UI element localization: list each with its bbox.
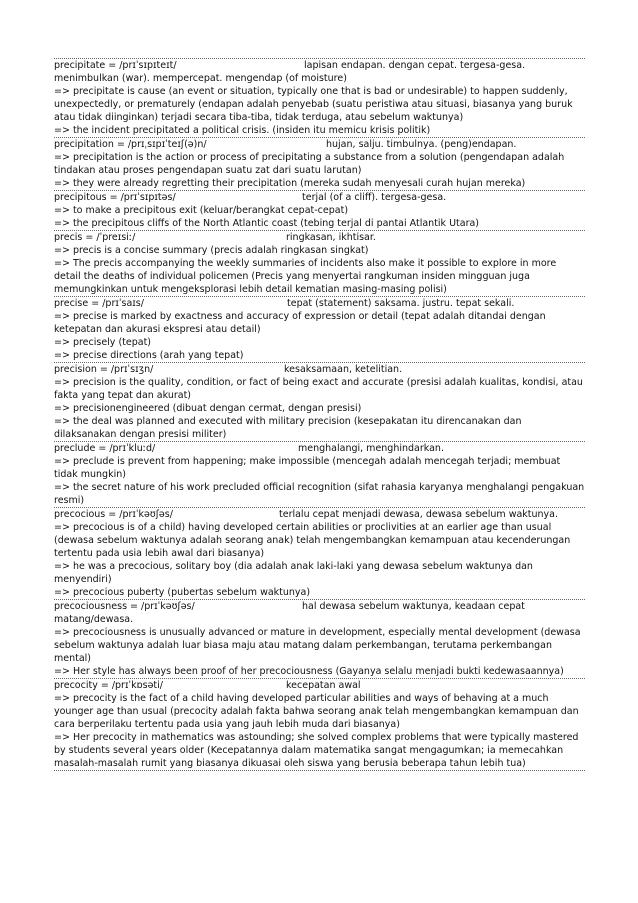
short-definition: kesaksamaan, ketelitian. xyxy=(284,364,403,375)
headword: precipitate = /prɪˈsɪpɪteɪt/ xyxy=(54,60,177,71)
entry-precipitation xyxy=(54,137,585,190)
entry-precocious xyxy=(54,507,585,599)
entry-precocity xyxy=(54,678,585,771)
short-definition: terjal (of a cliff). tergesa-gesa. xyxy=(302,192,447,203)
short-definition: menghalangi, menghindarkan. xyxy=(298,443,444,454)
headword: precocity = /prɪˈkɒsəti/ xyxy=(54,680,163,691)
definition-continuation: matang/dewasa. xyxy=(54,614,134,625)
example-line: => Her precocity in mathematics was astounding; she solved complex problems that were typically mastered by students several years older (Kecepatannya dalam matematika sangat mengagumkan; ia memecahkan masalah-masalah rumit yang biasanya dikuasai oleh siswa yang berusia beberapa tahun lebih tua) xyxy=(54,732,579,769)
example-line: => precocious is of a child) having developed certain abilities or proclivities at an earlier age than usual (dewasa sebelum waktunya adalah seorang anak) telah mengembangkan kemampuan atau kecenderungan tertentu pada usia lebih awal dari biasanya) xyxy=(54,522,571,559)
headword-row xyxy=(54,442,585,455)
example-line: => precociousness is unusually advanced or mature in development, especially mental development (dewasa sebelum waktunya adalah luar biasa maju atau matang dalam perkembangan, terutama perkembangan mental) xyxy=(54,627,581,664)
example-line: => precise directions (arah yang tepat) xyxy=(54,350,244,361)
headword-row xyxy=(54,59,585,72)
headword: precis = /ˈpreɪsiː/ xyxy=(54,232,136,243)
example-line: => precipitation is the action or process of precipitating a substance from a solution (pengendapan adalah tindakan atau proses pengendapan suatu zat dari suatu larutan) xyxy=(54,152,565,176)
entry-precise xyxy=(54,296,585,362)
entry-precipitate xyxy=(54,58,585,137)
example-line: => Her style has always been proof of her precociousness (Gayanya selalu menjadi bukti kedewasaannya) xyxy=(54,666,564,677)
example-line: => the secret nature of his work precluded official recognition (sifat rahasia karyanya menghalangi pengakuan resmi) xyxy=(54,482,585,506)
headword: precipitous = /prɪˈsɪpɪtəs/ xyxy=(54,192,176,203)
definition-continuation: menimbulkan (war). mempercepat. mengendap (of moisture) xyxy=(54,73,347,84)
short-definition: kecepatan awal xyxy=(286,680,361,691)
example-line: => precis is a concise summary (precis adalah ringkasan singkat) xyxy=(54,245,369,256)
example-line: => they were already regretting their precipitation (mereka sudah menyesali curah hujan mereka) xyxy=(54,178,526,189)
example-line: => the deal was planned and executed with military precision (kesepakatan itu direncanakan dan dilaksanakan dengan presisi militer) xyxy=(54,416,522,440)
example-line: => precise is marked by exactness and accuracy of expression or detail (tepat adalah ditandai dengan ketepatan dan akurasi ekspresi atau detail) xyxy=(54,311,546,335)
short-definition: hujan, salju. timbulnya. (peng)endapan. xyxy=(326,139,517,150)
example-line: => The precis accompanying the weekly summaries of incidents also make it possible to explore in more detail the deaths of individual policemen (Precis yang menyertai rangkuman insiden mingguan juga memungkinkan untuk mengeksplorasi lebih detail kematian masing-masing polisi) xyxy=(54,258,557,295)
headword: precision = /prɪˈsɪʒn/ xyxy=(54,364,154,375)
headword-row xyxy=(54,508,585,521)
example-line: => preclude is prevent from happening; make impossible (mencegah adalah mencegah terjadi; membuat tidak mungkin) xyxy=(54,456,561,480)
headword-row xyxy=(54,297,585,310)
entry-precipitous xyxy=(54,190,585,230)
headword: precipitation = /prɪˌsɪpɪˈteɪʃ(ə)n/ xyxy=(54,139,207,150)
example-line: => precocious puberty (pubertas sebelum waktunya) xyxy=(54,587,311,598)
example-line: => precisely (tepat) xyxy=(54,337,152,348)
headword-row xyxy=(54,600,585,613)
headword: precise = /prɪˈsaɪs/ xyxy=(54,298,144,309)
short-definition: hal dewasa sebelum waktunya, keadaan cepat xyxy=(302,601,525,612)
entry-precis xyxy=(54,230,585,296)
example-line: => to make a precipitous exit (keluar/berangkat cepat-cepat) xyxy=(54,205,349,216)
example-line: => precisionengineered (dibuat dengan cermat, dengan presisi) xyxy=(54,403,362,414)
headword-row xyxy=(54,231,585,244)
short-definition: lapisan endapan. dengan cepat. tergesa-gesa. xyxy=(304,60,526,71)
example-line: => precocity is the fact of a child having developed particular abilities and ways of behaving at a much younger age than usual (precocity adalah fakta bahwa seorang anak telah mengembangkan kemampuan dan cara berperilaku tertentu pada usia yang jauh lebih muda dari biasanya) xyxy=(54,693,579,730)
dictionary-page xyxy=(54,58,585,771)
headword: precocious = /prɪˈkəʊʃəs/ xyxy=(54,509,173,520)
entry-precociousness xyxy=(54,599,585,678)
headword-row xyxy=(54,363,585,376)
headword: preclude = /prɪˈkluːd/ xyxy=(54,443,156,454)
headword-row xyxy=(54,679,585,692)
example-line: => precision is the quality, condition, or fact of being exact and accurate (presisi adalah kualitas, kondisi, atau fakta yang tepat dan akurat) xyxy=(54,377,583,401)
short-definition: ringkasan, ikhtisar. xyxy=(286,232,376,243)
entry-preclude xyxy=(54,441,585,507)
example-line: => the incident precipitated a political crisis. (insiden itu memicu krisis politik) xyxy=(54,125,431,136)
example-line: => the precipitous cliffs of the North Atlantic coast (tebing terjal di pantai Atlantik Utara) xyxy=(54,218,480,229)
example-line: => precipitate is cause (an event or situation, typically one that is bad or undesirable) to happen suddenly, unexpectedly, or prematurely (endapan adalah penyebab (suatu peristiwa atau situasi, biasanya yang buruk atau tidak diinginkan) terjadi secara tiba-tiba, tidak terduga, atau sebelum waktunya) xyxy=(54,86,573,123)
short-definition: tepat (statement) saksama. justru. tepat sekali. xyxy=(287,298,515,309)
example-line: => he was a precocious, solitary boy (dia adalah anak laki-laki yang dewasa sebelum waktunya dan menyendiri) xyxy=(54,561,533,585)
headword-row xyxy=(54,191,585,204)
entry-precision xyxy=(54,362,585,441)
headword-row xyxy=(54,138,585,151)
headword: precociousness = /prɪˈkəʊʃəs/ xyxy=(54,601,195,612)
short-definition: terlalu cepat menjadi dewasa, dewasa sebelum waktunya. xyxy=(279,509,559,520)
